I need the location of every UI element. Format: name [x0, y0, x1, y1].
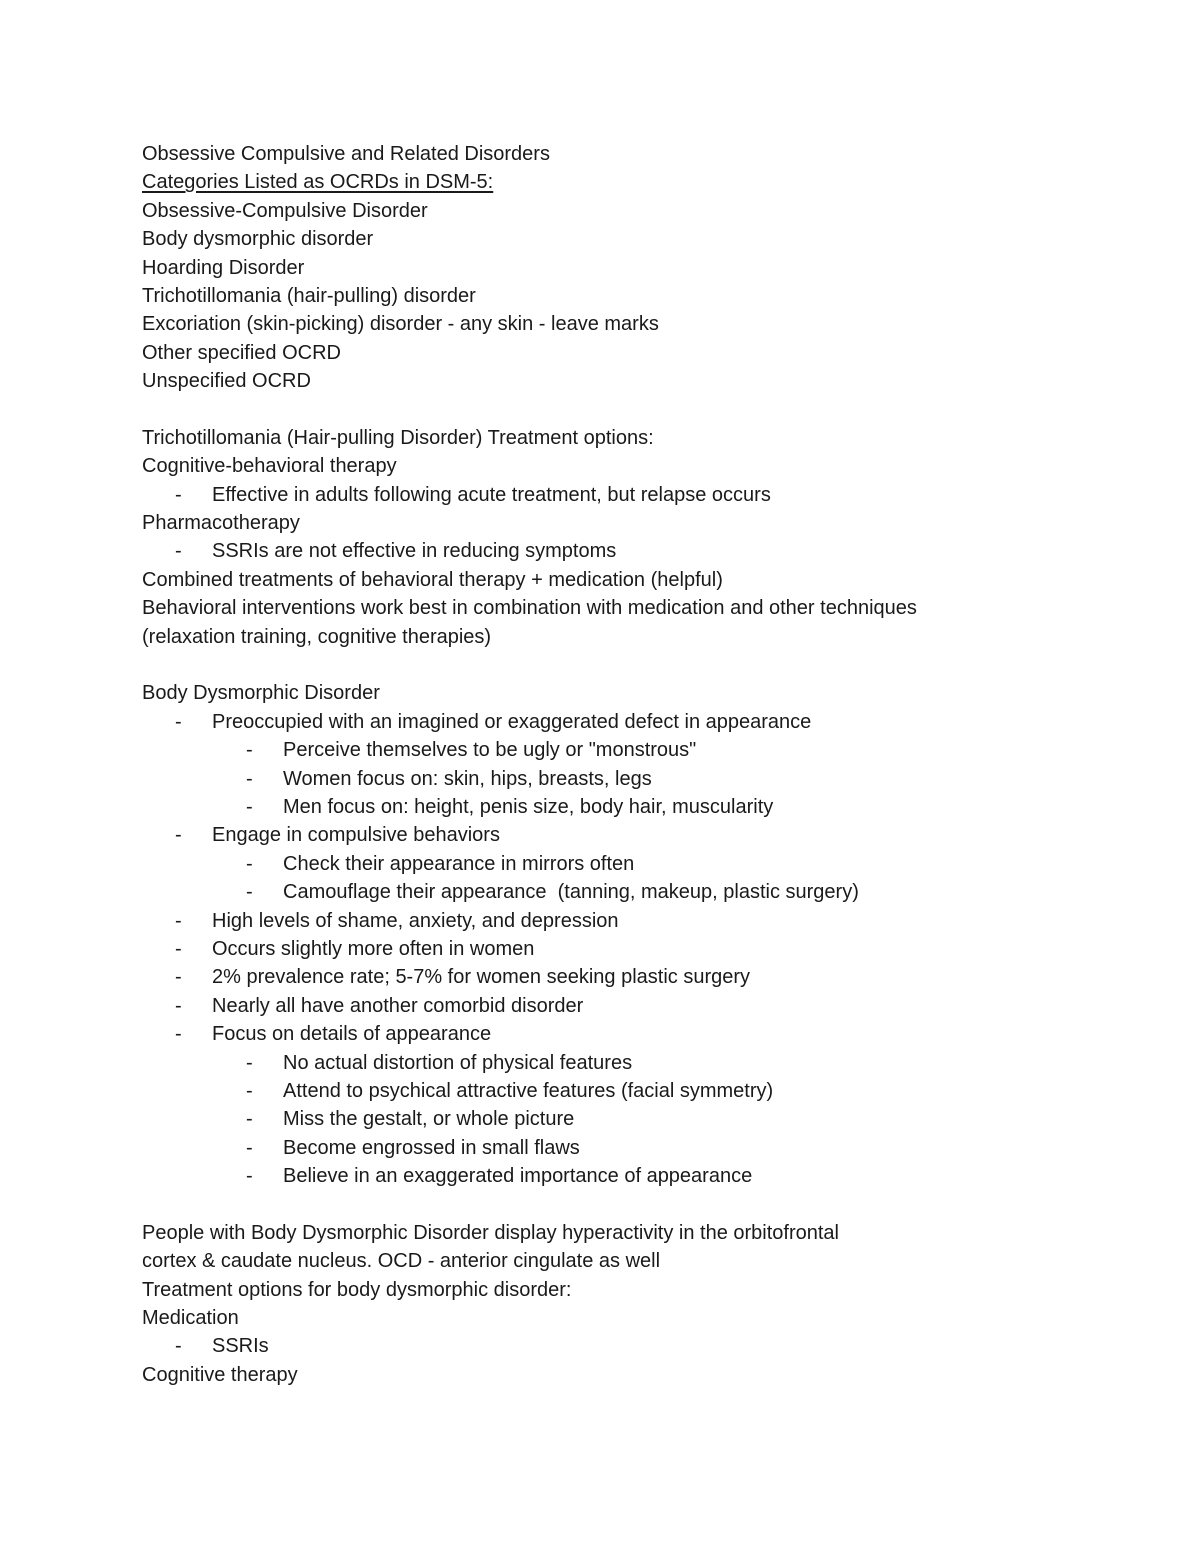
category-item: Body dysmorphic disorder [142, 228, 374, 251]
bullet-text: Believe in an exaggerated importance of appearance [283, 1165, 753, 1188]
bullet-item [142, 935, 1142, 963]
section-title-trichotillomania: Trichotillomania (Hair-pulling Disorder) Treatment options: [142, 426, 654, 449]
bullet-text: Effective in adults following acute treatment, but relapse occurs [212, 483, 771, 506]
category-item: Other specified OCRD [142, 341, 341, 364]
bullet-text: 2% prevalence rate; 5-7% for women seeking plastic surgery [212, 966, 751, 989]
treatment-pharmacotherapy: Pharmacotherapy [142, 512, 300, 535]
category-item: Unspecified OCRD [142, 370, 311, 393]
bullet-item [142, 821, 1142, 849]
blank-line [142, 1190, 1142, 1218]
sub-bullet-item [142, 736, 1142, 764]
bullet-text: SSRIs [212, 1335, 269, 1358]
behavioral-note-line-2: (relaxation training, cognitive therapies) [142, 625, 492, 648]
dash-marker: - [246, 1108, 253, 1131]
category-item: Obsessive-Compulsive Disorder [142, 199, 428, 222]
blank-line [142, 396, 1142, 424]
dash-marker: - [246, 1051, 253, 1074]
sub-bullet-item [142, 1049, 1142, 1077]
category-item: Hoarding Disorder [142, 256, 305, 279]
bullet-item [142, 481, 1142, 509]
sub-bullet-item [142, 1077, 1142, 1105]
bullet-text: SSRIs are not effective in reducing symptoms [212, 540, 617, 563]
bullet-text: Camouflage their appearance (tanning, makeup, plastic surgery) [283, 881, 859, 904]
bullet-text: Occurs slightly more often in women [212, 937, 535, 960]
dash-marker: - [175, 824, 182, 847]
dash-marker: - [246, 1165, 253, 1188]
section-title-bdd: Body Dysmorphic Disorder [142, 682, 380, 705]
subheading-categories: Categories Listed as OCRDs in DSM-5: [142, 171, 494, 194]
sub-bullet-item [142, 878, 1142, 906]
sub-bullet-item [142, 850, 1142, 878]
bullet-item [142, 1020, 1142, 1048]
bullet-text: Miss the gestalt, or whole picture [283, 1108, 575, 1131]
blank-line [142, 651, 1142, 679]
dash-marker: - [175, 994, 182, 1017]
category-item: Excoriation (skin-picking) disorder - any skin - leave marks [142, 313, 659, 336]
sub-bullet-item [142, 1134, 1142, 1162]
bullet-text: No actual distortion of physical features [283, 1051, 633, 1074]
dash-marker: - [246, 881, 253, 904]
sub-bullet-item [142, 1105, 1142, 1133]
bullet-text: Men focus on: height, penis size, body hair, muscularity [283, 795, 774, 818]
dash-marker: - [175, 966, 182, 989]
bullet-item [142, 907, 1142, 935]
dash-marker: - [175, 1335, 182, 1358]
treatment-medication: Medication [142, 1307, 239, 1330]
dash-marker: - [175, 483, 182, 506]
bullet-item [142, 992, 1142, 1020]
dash-marker: - [175, 909, 182, 932]
dash-marker: - [175, 710, 182, 733]
dash-marker: - [246, 1136, 253, 1159]
bullet-item [142, 537, 1142, 565]
treatment-combined: Combined treatments of behavioral therapy + medication (helpful) [142, 568, 723, 591]
bullet-text: Focus on details of appearance [212, 1023, 492, 1046]
document-body [142, 140, 1142, 1389]
bullet-text: Perceive themselves to be ugly or "monstrous" [283, 739, 697, 762]
dash-marker: - [175, 540, 182, 563]
treatment-cbt: Cognitive-behavioral therapy [142, 455, 397, 478]
behavioral-note-line-1: Behavioral interventions work best in combination with medication and other techniques [142, 597, 917, 620]
bdd-neuro-line-1: People with Body Dysmorphic Disorder display hyperactivity in the orbitofrontal [142, 1221, 839, 1244]
bullet-text: High levels of shame, anxiety, and depression [212, 909, 619, 932]
bdd-treatment-heading: Treatment options for body dysmorphic disorder: [142, 1278, 572, 1301]
dash-marker: - [175, 1023, 182, 1046]
bullet-text: Engage in compulsive behaviors [212, 824, 500, 847]
sub-bullet-item [142, 793, 1142, 821]
dash-marker: - [246, 767, 253, 790]
bullet-text: Check their appearance in mirrors often [283, 852, 635, 875]
sub-bullet-item [142, 765, 1142, 793]
bdd-neuro-line-2: cortex & caudate nucleus. OCD - anterior cingulate as well [142, 1250, 661, 1273]
dash-marker: - [246, 852, 253, 875]
bullet-item [142, 708, 1142, 736]
treatment-cognitive-therapy: Cognitive therapy [142, 1363, 298, 1386]
bullet-text: Become engrossed in small flaws [283, 1136, 580, 1159]
bullet-text: Preoccupied with an imagined or exaggerated defect in appearance [212, 710, 812, 733]
bullet-text: Attend to psychical attractive features (facial symmetry) [283, 1079, 774, 1102]
bullet-item [142, 1332, 1142, 1360]
dash-marker: - [246, 795, 253, 818]
bullet-item [142, 963, 1142, 991]
category-item: Trichotillomania (hair-pulling) disorder [142, 284, 476, 307]
sub-bullet-item [142, 1162, 1142, 1190]
bullet-text: Women focus on: skin, hips, breasts, legs [283, 767, 652, 790]
section-title-ocrd: Obsessive Compulsive and Related Disorders [142, 143, 550, 165]
bullet-text: Nearly all have another comorbid disorder [212, 994, 584, 1017]
dash-marker: - [246, 1079, 253, 1102]
dash-marker: - [246, 739, 253, 762]
dash-marker: - [175, 937, 182, 960]
